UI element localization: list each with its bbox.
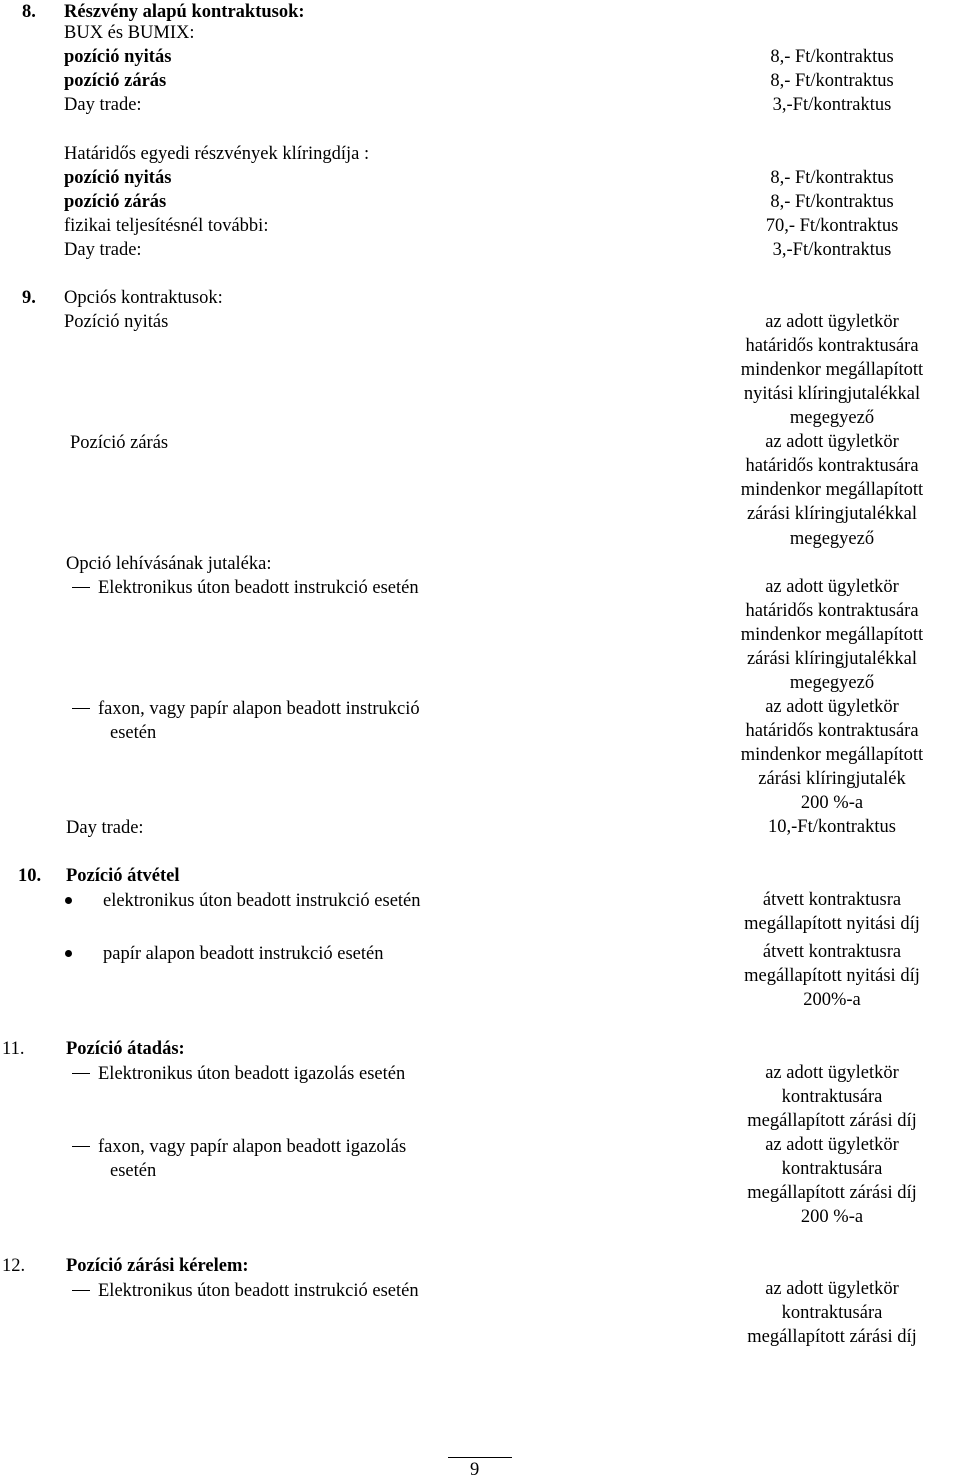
transfer-fax-fee-line: megállapított zárási díj: [747, 1183, 917, 1203]
bux-position-close: pozíció zárás: [64, 71, 167, 91]
page-number: 9: [470, 1460, 480, 1480]
exercise-electronic-fee-line: zárási klíringjutalékkal: [746, 649, 918, 669]
takeover-paper-fee-line: megállapított nyitási díj: [744, 966, 920, 986]
physical-delivery: fizikai teljesítésnél további:: [64, 216, 269, 236]
bux-close-fee: 8,- Ft/kontraktus: [770, 71, 894, 91]
bux-open-fee: 8,- Ft/kontraktus: [770, 47, 894, 67]
option-day-fee: 10,-Ft/kontraktus: [768, 817, 896, 837]
stock-open-fee: 8,- Ft/kontraktus: [770, 168, 894, 188]
option-exercise-title: Opció lehívásának jutaléka:: [66, 554, 272, 574]
transfer-electronic-fee-line: kontraktusára: [781, 1087, 883, 1107]
option-exercise-fax-cont: esetén: [110, 723, 157, 743]
takeover-paper-fee-line: átvett kontraktusra: [762, 942, 902, 962]
option-position-open: Pozíció nyitás: [64, 312, 169, 332]
exercise-fax-fee-line: zárási klíringjutalék: [758, 769, 906, 789]
takeover-electronic-fee-line: megállapított nyitási díj: [744, 914, 920, 934]
transfer-fax-fee-line: kontraktusára: [781, 1159, 883, 1179]
bux-day-trade: Day trade:: [64, 95, 142, 115]
section-10-title: Pozíció átvétel: [66, 866, 180, 886]
option-exercise-electronic: Elektronikus úton beadott instrukció esetén: [98, 578, 419, 598]
option-close-fee-line: az adott ügyletkör: [765, 432, 899, 452]
transfer-fax: faxon, vagy papír alapon beadott igazolás: [98, 1137, 407, 1157]
close-request-fee-line: kontraktusára: [781, 1303, 883, 1323]
exercise-electronic-fee-line: mindenkor megállapított: [740, 625, 924, 645]
transfer-fax-cont: esetén: [110, 1161, 157, 1181]
exercise-fax-fee-line: 200 %-a: [800, 793, 864, 813]
section-12-number: 12.: [2, 1256, 26, 1276]
transfer-electronic-fee-line: megállapított zárási díj: [747, 1111, 917, 1131]
section-11-title: Pozíció átadás:: [66, 1039, 185, 1059]
bux-day-fee: 3,-Ft/kontraktus: [772, 95, 892, 115]
stock-close-fee: 8,- Ft/kontraktus: [770, 192, 894, 212]
section-8-subtitle: BUX és BUMIX:: [64, 23, 195, 43]
bullet-dot: [65, 950, 72, 957]
section-9-title: Opciós kontraktusok:: [64, 288, 223, 308]
transfer-electronic: Elektronikus úton beadott igazolás esetén: [98, 1064, 406, 1084]
option-open-fee-line: nyitási klíringjutalékkal: [743, 384, 921, 404]
exercise-fax-fee-line: az adott ügyletkör: [765, 697, 899, 717]
close-request-electronic: Elektronikus úton beadott instrukció esetén: [98, 1281, 419, 1301]
exercise-electronic-fee-line: megegyező: [789, 673, 875, 693]
section-10-number: 10.: [18, 866, 42, 886]
stock-position-open: pozíció nyitás: [64, 168, 172, 188]
takeover-paper-fee-line: 200%-a: [803, 990, 861, 1010]
option-close-fee-line: megegyező: [789, 529, 875, 549]
option-close-fee-line: mindenkor megállapított: [740, 480, 924, 500]
option-exercise-fax: faxon, vagy papír alapon beadott instrukció: [98, 699, 420, 719]
exercise-fax-fee-line: mindenkor megállapított: [740, 745, 924, 765]
option-open-fee-line: az adott ügyletkör: [765, 312, 899, 332]
bullet-dot: [65, 897, 72, 904]
stock-position-close: pozíció zárás: [64, 192, 167, 212]
option-close-fee-line: határidős kontraktusára: [745, 456, 919, 476]
option-day-trade: Day trade:: [66, 818, 144, 838]
physical-fee: 70,- Ft/kontraktus: [765, 216, 899, 236]
dash-bullet: [72, 587, 90, 588]
close-request-fee-line: az adott ügyletkör: [765, 1279, 899, 1299]
bux-position-open: pozíció nyitás: [64, 47, 172, 67]
option-position-close: Pozíció zárás: [70, 433, 169, 453]
option-open-fee-line: megegyező: [789, 408, 875, 428]
section-11-number: 11.: [2, 1039, 25, 1059]
section-8-title: Részvény alapú kontraktusok:: [64, 2, 305, 22]
section-9-number: 9.: [22, 288, 36, 308]
takeover-paper: papír alapon beadott instrukció esetén: [103, 944, 384, 964]
stock-day-trade: Day trade:: [64, 240, 142, 260]
takeover-electronic: elektronikus úton beadott instrukció esetén: [103, 891, 421, 911]
option-open-fee-line: mindenkor megállapított: [740, 360, 924, 380]
dash-bullet: [72, 1073, 90, 1074]
single-stock-subtitle: Határidős egyedi részvények klíringdíja :: [64, 144, 370, 164]
stock-day-fee: 3,-Ft/kontraktus: [772, 240, 892, 260]
option-open-fee-line: határidős kontraktusára: [745, 336, 919, 356]
section-8-number: 8.: [22, 2, 36, 22]
dash-bullet: [72, 708, 90, 709]
dash-bullet: [72, 1290, 90, 1291]
transfer-fax-fee-line: az adott ügyletkör: [765, 1135, 899, 1155]
transfer-fax-fee-line: 200 %-a: [800, 1207, 864, 1227]
exercise-electronic-fee-line: az adott ügyletkör: [765, 577, 899, 597]
exercise-electronic-fee-line: határidős kontraktusára: [745, 601, 919, 621]
close-request-fee-line: megállapított zárási díj: [747, 1327, 917, 1347]
section-12-title: Pozíció zárási kérelem:: [66, 1256, 249, 1276]
option-close-fee-line: zárási klíringjutalékkal: [746, 504, 918, 524]
footer-rule: [448, 1457, 512, 1458]
exercise-fax-fee-line: határidős kontraktusára: [745, 721, 919, 741]
takeover-electronic-fee-line: átvett kontraktusra: [762, 890, 902, 910]
dash-bullet: [72, 1146, 90, 1147]
transfer-electronic-fee-line: az adott ügyletkör: [765, 1063, 899, 1083]
